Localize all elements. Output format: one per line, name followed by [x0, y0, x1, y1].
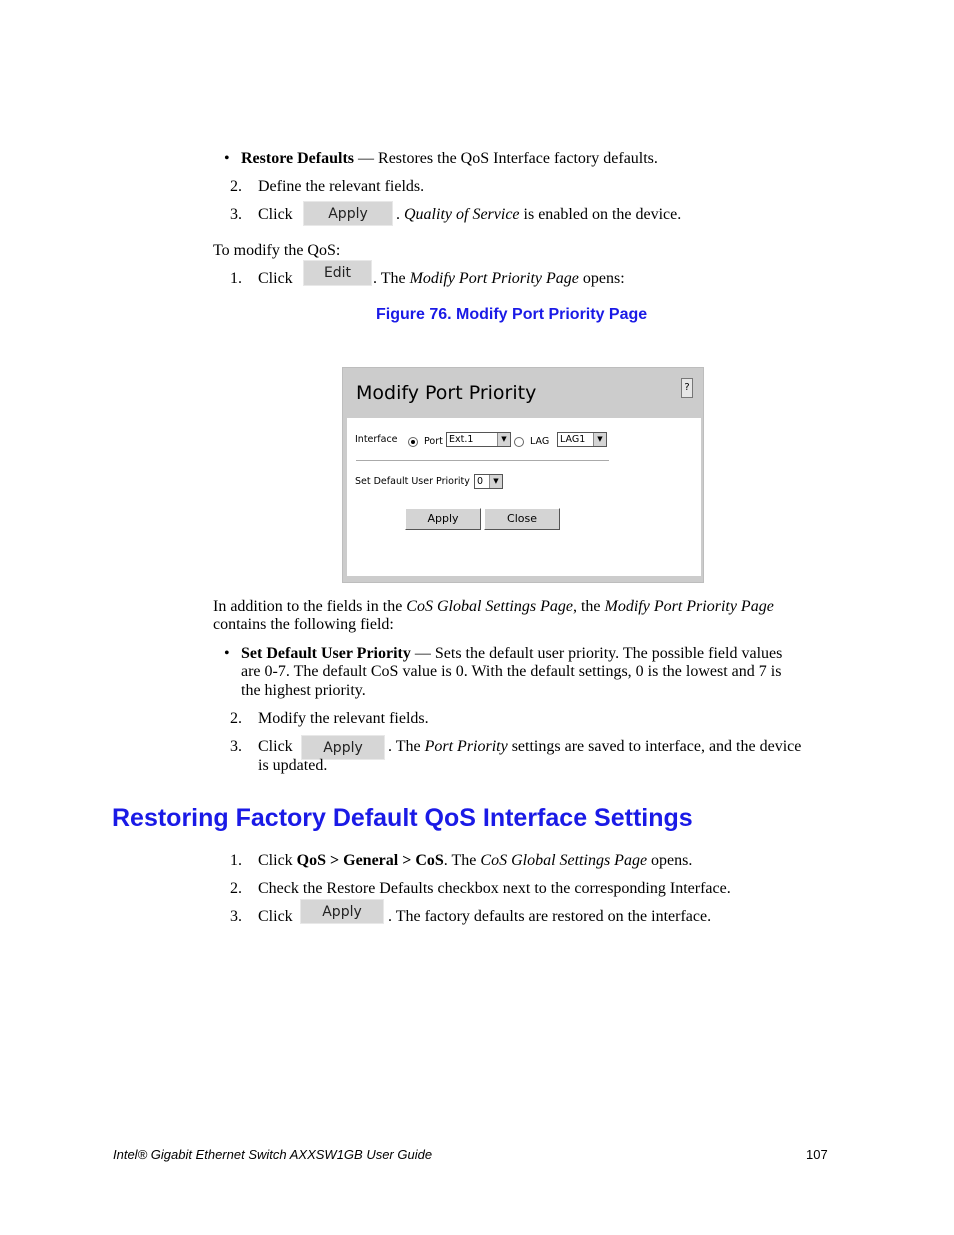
bullet-restore-defaults: • Restore Defaults — Restores the QoS Interface factory defaults.: [224, 150, 658, 167]
step-number: 2.: [230, 880, 242, 897]
bullet-term: Restore Defaults: [241, 150, 355, 167]
lag-select[interactable]: [557, 432, 607, 447]
modify-step-1-result: . The Modify Port Priority Page opens:: [373, 270, 625, 287]
lag-label: LAG: [530, 436, 550, 447]
figure-caption: Figure 76. Modify Port Priority Page: [376, 306, 648, 323]
step-text: Define the relevant fields.: [258, 178, 425, 195]
step-text: Modify the relevant fields.: [258, 710, 429, 727]
para-after-figure-line1: In addition to the fields in the CoS Global Settings Page, the Modify Port Priority Page: [213, 598, 774, 615]
dialog-title: Modify Port Priority: [356, 382, 537, 404]
chevron-down-icon: ▼: [593, 433, 606, 446]
chevron-down-icon: ▼: [489, 475, 502, 488]
bullet-set-default-user-priority: • Set Default User Priority — Sets the default user priority. The possible field values: [224, 645, 783, 662]
step-number: 3.: [230, 738, 242, 755]
bullet-desc: — Restores the QoS Interface factory defaults.: [354, 150, 658, 167]
dialog-title-bar: [343, 368, 703, 418]
lag-select-value: LAG1: [560, 434, 586, 445]
step-number: 3.: [230, 908, 242, 925]
step-number: 1.: [230, 852, 242, 869]
close-button[interactable]: Close: [484, 508, 560, 530]
step-number: 2.: [230, 178, 242, 195]
priority-select-value: 0: [477, 476, 484, 487]
para-after-figure-line2: contains the following field:: [213, 616, 394, 633]
chevron-down-icon: ▼: [497, 433, 510, 446]
step-text: Check the Restore Defaults checkbox next to the corresponding Interface.: [258, 880, 731, 897]
apply-button-image: Apply: [303, 201, 393, 226]
apply-button[interactable]: Apply: [405, 508, 481, 530]
page-number: 107: [806, 1147, 828, 1162]
step-click-text: Click: [258, 206, 293, 223]
port-radio[interactable]: [408, 437, 418, 447]
lag-radio[interactable]: [514, 437, 524, 447]
port-select-value: Ext.1: [449, 434, 474, 445]
apply-button-image: Apply: [300, 899, 384, 924]
step-number: 2.: [230, 710, 242, 727]
apply-button-image: Apply: [301, 735, 385, 760]
help-icon[interactable]: ?: [681, 378, 693, 398]
after-step-3-result: . The Port Priority settings are saved to interface, and the device: [388, 738, 802, 755]
step-click-text: Click: [258, 908, 293, 925]
dialog-body: [347, 418, 701, 576]
footer-title: Intel® Gigabit Ethernet Switch AXXSW1GB User Guide: [113, 1147, 433, 1162]
step-click-text: Click: [258, 738, 293, 755]
edit-button-image: Edit: [303, 260, 372, 286]
interface-label: Interface: [355, 434, 398, 445]
port-select[interactable]: [446, 432, 511, 447]
bullet-term: Set Default User Priority: [241, 645, 411, 662]
bullet-sdup-line3: the highest priority.: [241, 682, 366, 699]
menu-path: QoS > General > CoS: [296, 852, 444, 869]
step-number: 1.: [230, 270, 242, 287]
after-step-3-line2: is updated.: [258, 757, 328, 774]
divider: [356, 460, 609, 461]
restore-step-3-result: . The factory defaults are restored on the interface.: [388, 908, 712, 925]
step-3-result: . Quality of Service is enabled on the device.: [396, 206, 682, 223]
step-number: 3.: [230, 206, 242, 223]
modify-port-priority-dialog: [342, 367, 704, 583]
priority-label: Set Default User Priority: [355, 476, 470, 487]
step-click-text: Click: [258, 270, 293, 287]
port-label: Port: [424, 436, 443, 447]
modify-intro: To modify the QoS:: [213, 242, 341, 259]
section-heading: Restoring Factory Default QoS Interface Settings: [112, 804, 693, 832]
bullet-sdup-line2: are 0-7. The default CoS value is 0. With the default settings, 0 is the lowest and 7 is: [241, 663, 782, 680]
priority-select[interactable]: [474, 474, 503, 489]
